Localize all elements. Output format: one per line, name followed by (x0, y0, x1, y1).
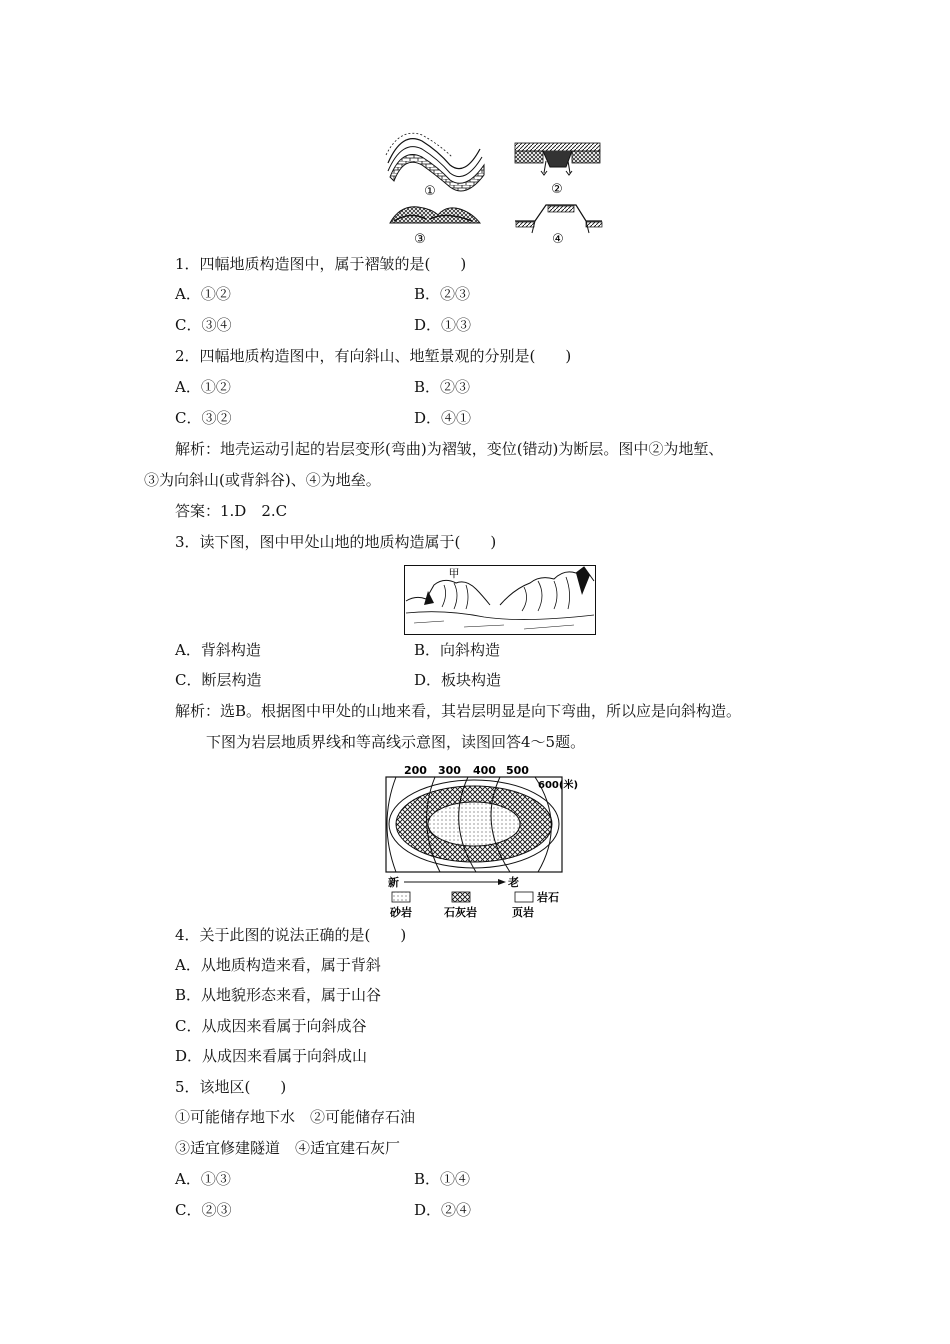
q1-option-d: D．①③ (414, 316, 472, 334)
syncline-sketch-3 (390, 207, 480, 223)
q1-stem: 1．四幅地质构造图中，属于褶皱的是( ) (175, 255, 467, 273)
figure-contour-rock-map (380, 762, 590, 920)
q2-option-d: D．④① (414, 409, 472, 427)
q1-option-b: B．②③ (414, 285, 471, 303)
legend-swatch-shale (515, 892, 533, 902)
q2-option-a: A．①② (175, 378, 231, 396)
figure-geologic-structures (380, 125, 610, 250)
q3-stem: 3．读下图，图中甲处山地的地质构造属于( ) (175, 533, 497, 551)
age-old-label: 老 (508, 876, 519, 889)
fold-sketch-1 (386, 133, 484, 191)
graben-sketch-2 (515, 143, 600, 175)
q3-analysis: 解析：选B。根据图中甲处的山地来看，其岩层明显是向下弯曲，所以应是向斜构造。 (175, 702, 742, 720)
contour-label-200: 200 (404, 764, 427, 777)
q4-option-d: D．从成因来看属于向斜成山 (175, 1047, 368, 1065)
q4-option-c: C．从成因来看属于向斜成谷 (175, 1017, 367, 1035)
legend-label-limestone: 石灰岩 (444, 906, 477, 919)
legend-swatch-limestone (452, 892, 470, 902)
contour-label-600-unit: 600(米) (538, 780, 579, 791)
q5-option-d: D．②④ (414, 1201, 472, 1219)
figure1-label-2: ② (551, 182, 563, 197)
answer-q1-q2: 答案：1.D 2.C (175, 502, 288, 520)
q2-stem: 2．四幅地质构造图中，有向斜山、地堑景观的分别是( ) (175, 347, 572, 365)
q4-stem: 4．关于此图的说法正确的是( ) (175, 926, 407, 944)
q5-items-1: ①可能储存地下水 ②可能储存石油 (175, 1108, 416, 1126)
q5-option-b: B．①④ (414, 1170, 471, 1188)
age-new-label: 新 (388, 876, 399, 889)
legend-swatch-sandstone (392, 892, 410, 902)
q2-option-c: C．③② (175, 409, 232, 427)
figure1-label-4: ④ (552, 232, 564, 247)
contour-label-300: 300 (438, 764, 461, 777)
q4-option-b: B．从地貌形态来看，属于山谷 (175, 986, 382, 1004)
q3-figure-label-jia: 甲 (448, 567, 460, 580)
q5-items-2: ③适宜修建隧道 ④适宜建石灰厂 (175, 1139, 401, 1157)
q4-option-a: A．从地质构造来看，属于背斜 (175, 956, 381, 974)
q3-option-b: B．向斜构造 (414, 641, 501, 659)
q3-option-c: C．断层构造 (175, 671, 262, 689)
q3-option-a: A．背斜构造 (175, 641, 261, 659)
legend-label-shale: 页岩 (512, 906, 534, 919)
q5-stem: 5．该地区( ) (175, 1078, 287, 1096)
analysis-q1-q2-line1: 解析：地壳运动引起的岩层变形(弯曲)为褶皱，变位(错动)为断层。图中②为地堑、 (175, 440, 724, 458)
legend-title-rock: 岩石 (537, 891, 559, 904)
q5-option-a: A．①③ (175, 1170, 231, 1188)
q2-option-b: B．②③ (414, 378, 471, 396)
q5-option-c: C．②③ (175, 1201, 232, 1219)
figure-mountain-landscape (404, 565, 596, 635)
intro-q4-q5: 下图为岩层地质界线和等高线示意图，读图回答4～5题。 (206, 733, 586, 751)
q3-option-d: D．板块构造 (414, 671, 502, 689)
analysis-q1-q2-line2: ③为向斜山(或背斜谷)、④为地垒。 (144, 471, 381, 489)
q1-option-a: A．①② (175, 285, 231, 303)
figure1-label-1: ① (424, 184, 436, 199)
contour-label-400: 400 (473, 764, 496, 777)
contour-label-500: 500 (506, 764, 529, 777)
figure1-label-3: ③ (414, 232, 426, 247)
legend-label-sandstone: 砂岩 (390, 906, 412, 919)
q1-option-c: C．③④ (175, 316, 232, 334)
horst-sketch-4 (515, 205, 602, 233)
